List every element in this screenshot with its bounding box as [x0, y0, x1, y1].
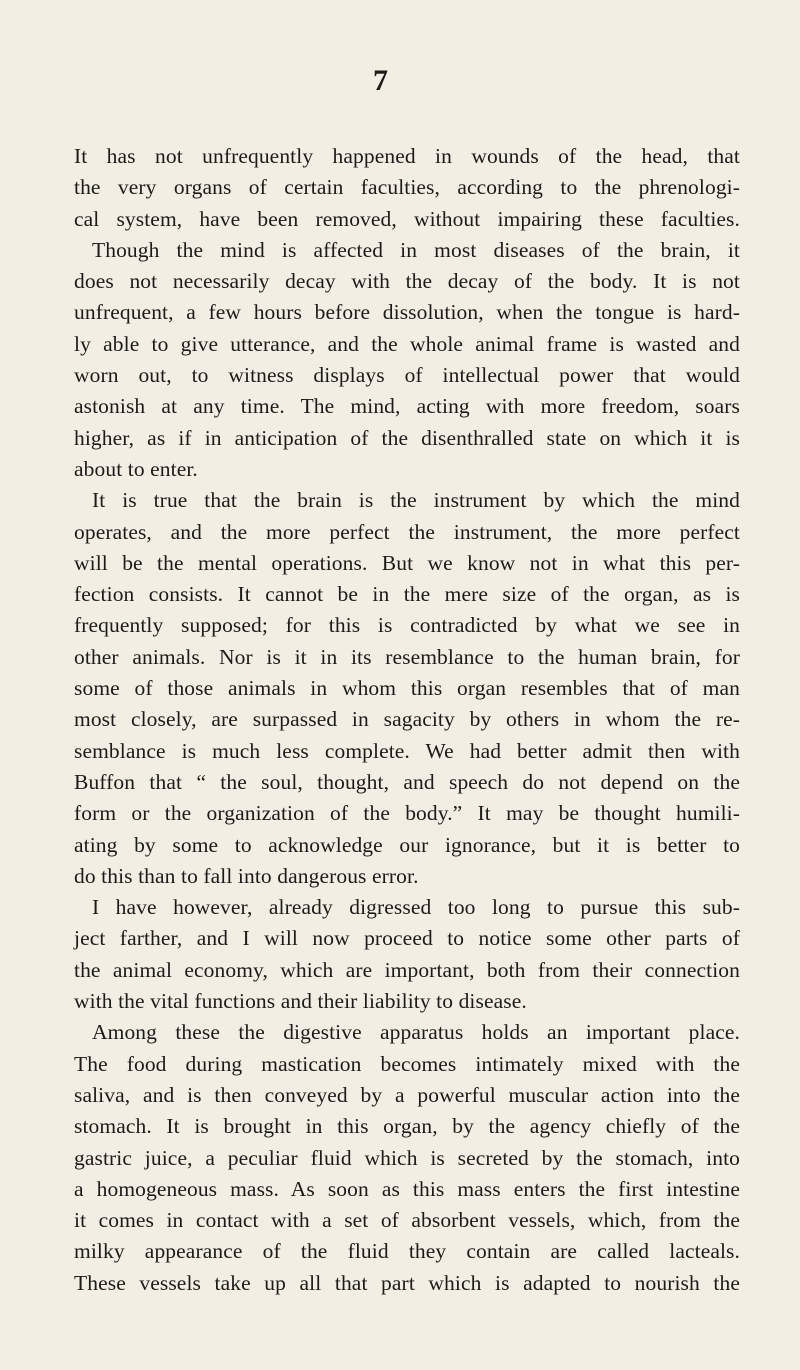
text-line: astonish at any time. The mind, acting with more freedom, soars [74, 394, 740, 419]
text-line: the very organs of certain faculties, according to the phrenologi- [74, 175, 740, 200]
text-line: worn out, to witness displays of intellectual power that would [74, 363, 740, 388]
text-line: a homogeneous mass. As soon as this mass enters the first intestine [74, 1176, 740, 1201]
text-line: some of those animals in whom this organ resembles that of man [74, 676, 740, 701]
text-line: gastric juice, a peculiar fluid which is secreted by the stomach, into [74, 1145, 740, 1170]
text-line: it comes in contact with a set of absorbent vessels, which, from the [74, 1208, 740, 1233]
text-line: most closely, are surpassed in sagacity by others in whom the re- [74, 707, 740, 732]
text-line: cal system, have been removed, without impairing these faculties. [74, 206, 740, 231]
text-line: the animal economy, which are important, both from their connection [74, 957, 740, 982]
text-line: semblance is much less complete. We had better admit then with [74, 738, 740, 763]
body-text [74, 141, 740, 1299]
text-line: frequently supposed; for this is contradicted by what we see in [74, 613, 740, 638]
text-line: ly able to give utterance, and the whole animal frame is wasted and [74, 331, 740, 356]
text-line: saliva, and is then conveyed by a powerful muscular action into the [74, 1082, 740, 1107]
text-line: It is true that the brain is the instrument by which the mind [92, 488, 740, 513]
text-line: with the vital functions and their liability to disease. [74, 989, 527, 1014]
text-line: form or the organization of the body.” It may be thought humili- [74, 801, 740, 826]
text-line: Among these the digestive apparatus holds an important place. [92, 1020, 740, 1045]
text-line: stomach. It is brought in this organ, by the agency chiefly of the [74, 1114, 740, 1139]
text-line: Though the mind is affected in most diseases of the brain, it [92, 237, 740, 262]
text-line: does not necessarily decay with the decay of the body. It is not [74, 269, 740, 294]
text-line: ating by some to acknowledge our ignorance, but it is better to [74, 832, 740, 857]
text-line: I have however, already digressed too long to pursue this sub- [92, 895, 740, 920]
text-line: These vessels take up all that part which is adapted to nourish the [74, 1270, 740, 1295]
text-line: Buffon that “ the soul, thought, and speech do not depend on the [74, 769, 740, 794]
text-line: unfrequent, a few hours before dissolution, when the tongue is hard- [74, 300, 740, 325]
text-line: milky appearance of the fluid they contain are called lacteals. [74, 1239, 740, 1264]
text-line: about to enter. [74, 456, 198, 481]
text-line: operates, and the more perfect the instrument, the more perfect [74, 519, 740, 544]
text-line: It has not unfrequently happened in wounds of the head, that [74, 144, 740, 168]
text-line: higher, as if in anticipation of the disenthralled state on which it is [74, 425, 740, 450]
text-line: ject farther, and I will now proceed to notice some other parts of [74, 926, 740, 951]
text-line: will be the mental operations. But we know not in what this per- [74, 550, 740, 575]
text-line: fection consists. It cannot be in the mere size of the organ, as is [74, 582, 740, 607]
text-line: other animals. Nor is it in its resemblance to the human brain, for [74, 644, 740, 669]
page-number: 7 [373, 64, 388, 97]
text-line: The food during mastication becomes intimately mixed with the [74, 1051, 740, 1076]
text-line: do this than to fall into dangerous error. [74, 863, 419, 888]
